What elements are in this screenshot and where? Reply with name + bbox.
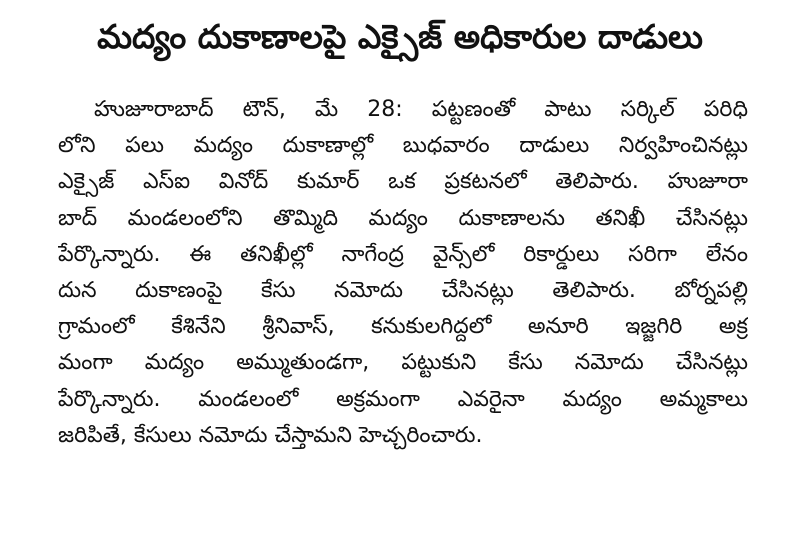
- article-line: బాద్ మండలంలోని తొమ్మిది మద్యం దుకాణాలను తనిఖీ చేసినట్లు: [58, 205, 748, 231]
- article-line: పేర్కొన్నారు. ఈ తనిఖీల్లో నాగేంద్ర వైన్స్‌లో రికార్డులు సరిగా లేనం: [58, 241, 748, 267]
- article-line: ఎక్సైజ్ ఎస్ఐ వినోద్ కుమార్ ఒక ప్రకటనలో తెలిపారు. హుజూరా: [58, 169, 748, 195]
- article-headline: మద్యం దుకాణాలపై ఎక్సైజ్ అధికారుల దాడులు: [97, 17, 703, 56]
- article-line: పేర్కొన్నారు. మండలంలో అక్రమంగా ఎవరైనా మద్యం అమ్మకాలు: [58, 386, 748, 412]
- article-body: [58, 92, 748, 454]
- article-line: లోని పలు మద్యం దుకాణాల్లో బుధవారం దాడులు నిర్వహించినట్లు: [58, 133, 748, 159]
- article-line: మంగా మద్యం అమ్ముతుండగా, పట్టుకుని కేసు నమోదు చేసినట్లు: [58, 350, 748, 376]
- article-line: హుజూరాబాద్ టౌన్, మే 28: పట్టణంతో పాటు సర్కిల్ పరిధి: [94, 97, 748, 122]
- article-line: జరిపితే, కేసులు నమోదు చేస్తామని హెచ్చరించారు.: [58, 422, 483, 448]
- article-line: దున దుకాణంపై కేసు నమోదు చేసినట్లు తెలిపారు. బోర్నపల్లి: [58, 277, 748, 303]
- article-line: గ్రామంలో కేశినేని శ్రీనివాస్, కనుకులగిద్దలో అనూరి ఇజ్జగిరి అక్ర: [58, 314, 748, 340]
